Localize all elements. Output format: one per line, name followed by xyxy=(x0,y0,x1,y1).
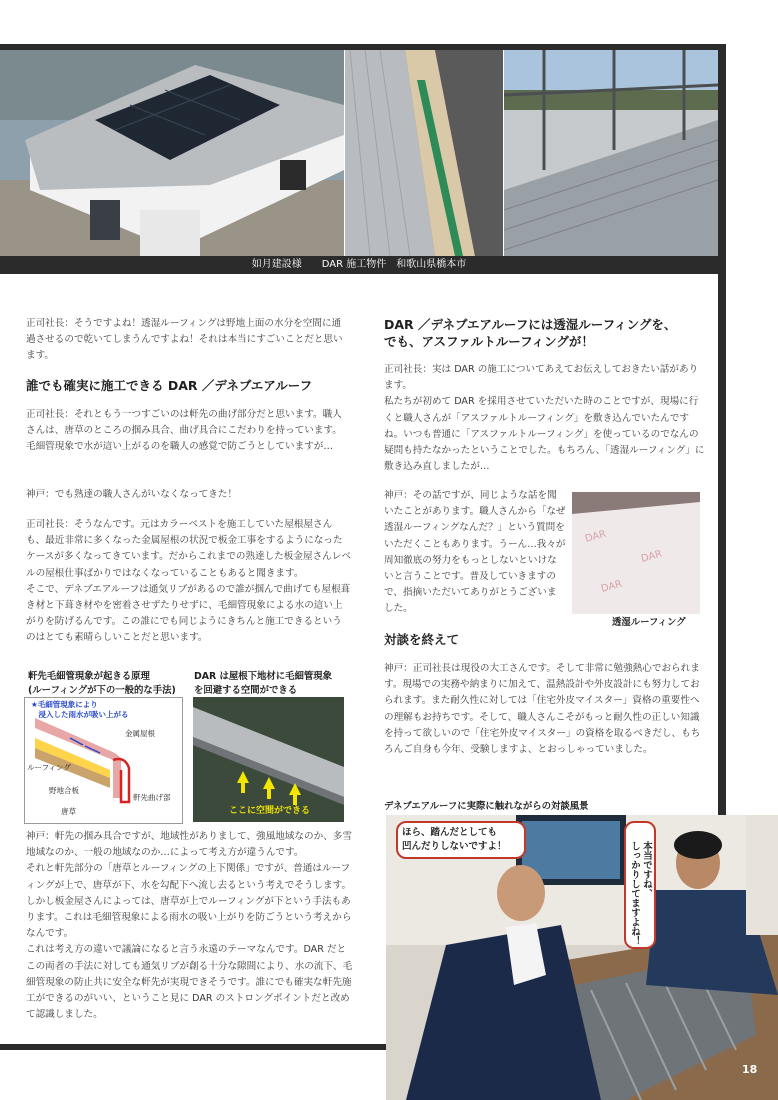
diagram2-title: DAR は屋根下地材に毛細管現象 を回避する空間ができる xyxy=(194,671,333,696)
top-photo-caption: 如月建設様 DAR 施工物件 和歌山県橋本市 xyxy=(0,256,718,274)
capillary-diagram xyxy=(24,697,183,824)
closing-heading: 対談を終えて xyxy=(384,632,460,647)
page-number: 18 xyxy=(742,1063,758,1076)
page-frame-bottom xyxy=(0,1044,390,1050)
left-intro-paragraph: 正司社長：そうですよね！透湿ルーフィングは野地上面の水分を空間に通過させるので乾いてしまうんですよね！それは本当にすごいことだと思います。 xyxy=(26,318,343,362)
right-paragraph-2: 神戸：その話ですが、同じような話を聞いたことがあります。職人さんから「なぜ透湿ルーフィングなんだ？」という質問をいただくこともあります。うーん…我々が周知徹底の努力をもっとしないといけないと言うことです。普及していきますので、指摘いただいてありがとうございました。 xyxy=(384,490,566,615)
left-paragraph-1: 正司社長：それともう一つすごいのは軒先の曲げ部分だと思います。職人さんは、唐草のところの掴み具合、曲げ具合にこだわりを持っています。毛細管現象で水が這い上がるのを職人の感覚で防ごうとしていますが… xyxy=(26,409,342,453)
left-paragraph-3: 正司社長：そうなんです。元はカラーベストを施工していた屋根屋さんも、最近非常に多くなった金属屋根の状況で板金工事をするようになったケースが多くなってきています。だからこれまでの熟達した板金屋さんレベルの屋根仕事ばかりではなくなっていることもあると聞きます。 そこで、デネブエアルーフは通気リブがあるので誰が掴んで曲げても屋根葺き材と下葺き材やを密着させずたりせずに、毛細管現象による水の這い上がりを防げるんです。この誰にでも同じようにきちんと施工できるというのはとても素晴らしいことだと思います。 xyxy=(26,519,351,644)
left-paragraph-4: 神戸：軒先の掴み具合ですが、地域性がありまして、強風地域なのか、多雪地域なのか、一般の地域なのか…によって考え方が違うんです。 それと軒先部分の「唐草とルーフィングの上下関係」ですが、普通はルーフィングが上で、唐草が下、水を勾配下へ流し去るという考えでそうします。しかし板金屋さんによっては、唐草が上でルーフィングが下という手法もあります。これは毛細管現象による雨水の吸い上がりを防ごうという考えからなんです。 これは考え方の違いで議論になると言う永遠のテーマなんです。DAR だとこの両者の手法に対しても通気リブが創る十分な隙間により、水の流下、毛細管現象の防止共に安全な軒先が実現できそうです。誰にでも確実な軒先施工ができるのがいい、ということ見に DAR のストロングポイントだと改めて認識しました。 xyxy=(26,831,353,1021)
diagram1-label-karakusa: 唐草 xyxy=(61,807,76,816)
diagram1-label-board: 野地合板 xyxy=(49,786,79,795)
roofing-sheet-photo xyxy=(572,492,700,614)
right-paragraph-3: 神戸：正司社長は現役の大工さんです。そして非常に勉強熱心でおられます。現場での実務や納まりに加えて、温熱設計や外皮設計にも努力しておられます。また耐久性に対しては「住宅外皮マイスター」資格の重要性への理解もお持ちです。そして、職人さんこそがもっと耐久性の正しい知識を持って欲しいので「住宅外皮マイスター」の資格を取るべきだし、もちろんご自身も今年、受験しますよ、とおっしゃっていました。 xyxy=(384,663,701,756)
roofing-caption: 透湿ルーフィング xyxy=(612,617,686,628)
house-solar-photo xyxy=(0,50,344,256)
meeting-photo xyxy=(386,815,778,1100)
speech-bubble-left: ほら、踏んだとしても 凹んだりしないですよ！ xyxy=(396,821,526,859)
roofing-sheet-print-2: DAR xyxy=(639,548,664,565)
left-section-heading: 誰でも確実に施工できる DAR ／デネブエアルーフ xyxy=(26,378,313,393)
speech-bubble-right xyxy=(624,821,656,949)
diagram1-label-roofing: ルーフィング xyxy=(27,763,71,772)
right-paragraph-1: 正司社長：実は DAR の施工についてあえてお伝えしておきたい話があります。 私たちが初めて DAR を採用させていただいた時のことですが、現場に行くと職人さんが「アスファルトルーフィング」を敷き込んでいたんですね。いつも普通に「アスファルトルーフィング」を使っているのでなんの疑問も持たなかったということでした。もちろん、「透湿ルーフィング」に敷き込み直しましたが… xyxy=(384,364,705,473)
scaffold-roof-photo xyxy=(504,50,718,256)
diagram1-label-metal: 金属屋根 xyxy=(125,729,155,738)
left-paragraph-2: 神戸：でも熟達の職人さんがいなくなってきた！ xyxy=(26,489,238,500)
diagram1-title: 軒先毛細管現象が起きる原理 (ルーフィングが下の一般的な手法) xyxy=(28,671,176,696)
speech-bubble-right-text: 本当ですね、 しっかりしてますよね！ xyxy=(629,841,652,946)
right-section-heading: DAR ／デネブエアルーフには透湿ルーフィングを、 でも、アスファルトルーフィングが！ xyxy=(384,317,677,349)
diagram1-label-edge: 軒先曲げ部 xyxy=(133,793,171,802)
diagram2-caption: ここに空間ができる xyxy=(229,806,311,816)
roofing-sheet-print-1: DAR xyxy=(583,528,608,545)
meeting-photo-title: デネブエアルーフに実際に触れながらの対談風景 xyxy=(384,801,589,812)
ridge-detail-photo xyxy=(345,50,503,256)
roofing-sheet-print-3: DAR xyxy=(599,578,624,595)
diagram1-note: ★毛細管現象により 浸入した雨水が吸い上がる xyxy=(31,700,129,719)
air-gap-photo xyxy=(193,697,344,822)
